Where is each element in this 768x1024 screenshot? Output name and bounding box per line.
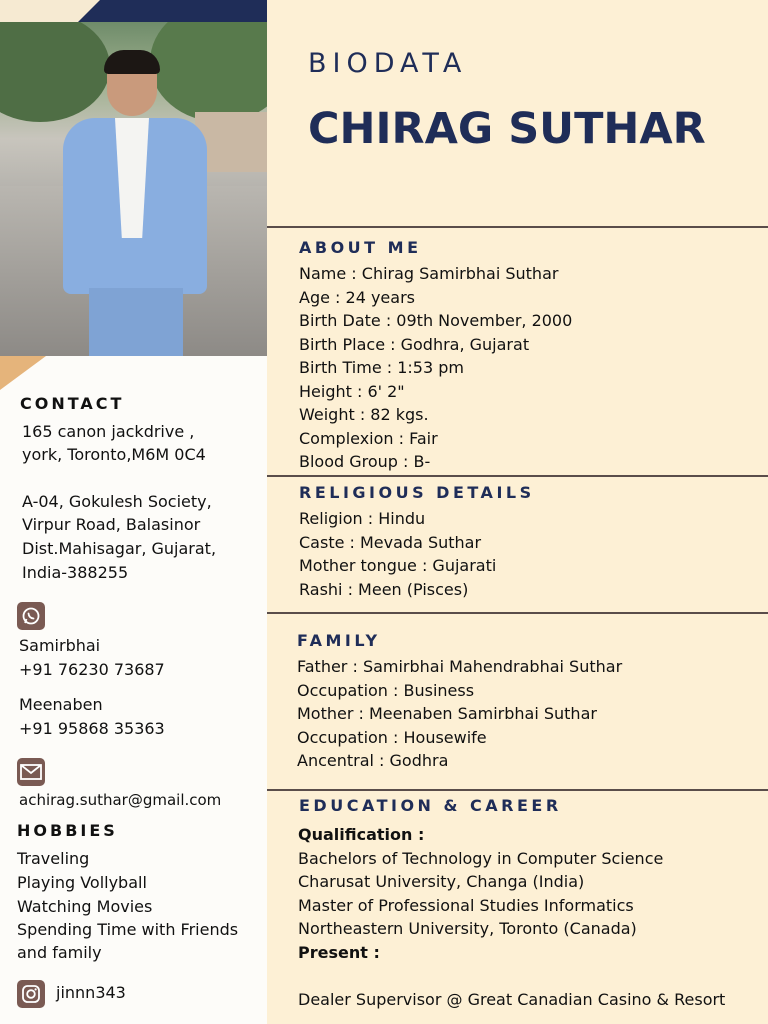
phone-number[interactable]: +91 95868 35363	[19, 719, 165, 738]
top-navy-bar	[78, 0, 267, 22]
page-title: CHIRAG SUTHAR	[308, 104, 706, 154]
about-line: Height : 6' 2"	[299, 381, 405, 401]
education-line: Master of Professional Studies Informatics	[298, 895, 634, 915]
address-line: A-04, Gokulesh Society,	[22, 492, 212, 511]
religious-line: Religion : Hindu	[299, 509, 426, 528]
about-line: Birth Date : 09th November, 2000	[299, 311, 573, 330]
hobby-item: Watching Movies	[17, 897, 153, 916]
education-list	[298, 823, 725, 1011]
hobby-item: Spending Time with Friends	[17, 920, 239, 939]
phone-contact-name: Meenaben	[19, 695, 103, 714]
divider	[267, 475, 768, 477]
qualification-label: Qualification :	[298, 825, 425, 844]
family-line: Mother : Meenaben Samirbhai Suthar	[297, 704, 597, 723]
about-heading: ABOUT ME	[299, 238, 422, 257]
address-line: york, Toronto,M6M 0C4	[22, 445, 206, 464]
education-line: Charusat University, Changa (India)	[298, 872, 585, 891]
instagram-handle[interactable]: jinnn343	[56, 983, 126, 1002]
phone-number[interactable]: +91 76230 73687	[19, 660, 165, 679]
about-line: Birth Time : 1:53 pm	[299, 358, 464, 377]
education-heading: EDUCATION & CAREER	[299, 796, 562, 815]
education-line: Northeastern University, Toronto (Canada)	[298, 919, 637, 938]
divider	[267, 789, 768, 791]
about-line: Complexion : Fair	[299, 428, 438, 448]
profile-photo	[0, 22, 267, 356]
family-line: Occupation : Business	[297, 680, 475, 700]
about-line: Age : 24 years	[299, 287, 415, 307]
family-line: Father : Samirbhai Mahendrabhai Suthar	[297, 657, 623, 676]
hobbies-heading: HOBBIES	[17, 821, 118, 840]
about-line: Name : Chirag Samirbhai Suthar	[299, 264, 559, 283]
phone-contact-name: Samirbhai	[19, 636, 101, 655]
about-list	[299, 262, 572, 474]
education-line: Bachelors of Technology in Computer Science	[298, 848, 664, 868]
religious-line: Caste : Mevada Suthar	[299, 532, 482, 552]
about-line: Blood Group : B-	[299, 452, 431, 471]
family-heading: FAMILY	[297, 631, 381, 650]
religious-list	[299, 507, 496, 601]
accent-corner	[0, 356, 46, 390]
present-label: Present :	[298, 942, 380, 962]
email-link[interactable]: achirag.suthar@gmail.com	[19, 791, 222, 809]
family-line: Occupation : Housewife	[297, 727, 487, 747]
instagram-icon	[17, 980, 45, 1008]
divider	[267, 226, 768, 228]
religious-line: Mother tongue : Gujarati	[299, 556, 497, 575]
biodata-label: BIODATA	[308, 48, 468, 79]
family-line: Ancentral : Godhra	[297, 751, 449, 770]
mail-icon	[17, 758, 45, 786]
left-column	[0, 0, 267, 1024]
religious-heading: RELIGIOUS DETAILS	[299, 483, 535, 502]
family-list	[297, 655, 622, 773]
address-line: Virpur Road, Balasinor	[22, 515, 201, 534]
person-figure	[55, 52, 215, 356]
hobby-item: Playing Vollyball	[17, 873, 147, 892]
about-line: Birth Place : Godhra, Gujarat	[299, 334, 530, 354]
about-line: Weight : 82 kgs.	[299, 405, 429, 424]
address-line: India-388255	[22, 563, 129, 582]
address-line: Dist.Mahisagar, Gujarat,	[22, 539, 217, 558]
religious-line: Rashi : Meen (Pisces)	[299, 579, 469, 599]
address-line: 165 canon jackdrive ,	[22, 422, 195, 441]
hobby-item: Traveling	[17, 849, 90, 868]
contact-heading: CONTACT	[20, 394, 125, 413]
present-job: Dealer Supervisor @ Great Canadian Casino & Resort	[298, 989, 726, 1009]
hobby-item: and family	[17, 943, 102, 962]
whatsapp-icon	[17, 602, 45, 630]
divider	[267, 612, 768, 614]
